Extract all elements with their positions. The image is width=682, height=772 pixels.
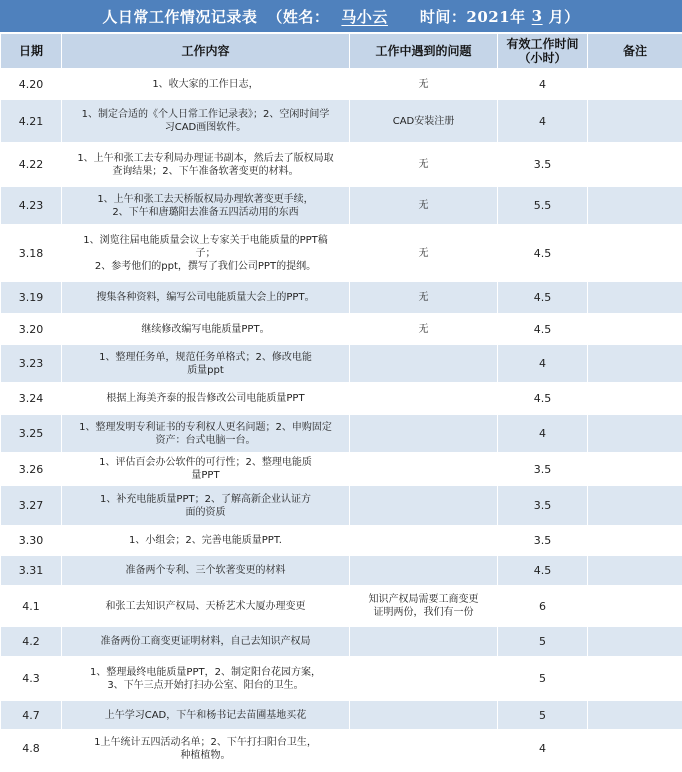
table-row — [1, 453, 682, 486]
cell-issue — [350, 415, 498, 453]
cell-note — [588, 383, 682, 415]
cell-date: 3.24 — [1, 383, 62, 415]
cell-date: 4.23 — [1, 187, 62, 225]
cell-content — [62, 187, 350, 225]
cell-issue — [350, 187, 498, 225]
content-line: 准备两个专利、三个软著变更的材料 — [125, 565, 286, 576]
content-line: 1、评估百会办公软件的可行性；2、整理电能质 — [99, 457, 312, 468]
content-line: 准备两份工商变更证明材料，自己去知识产权局 — [100, 636, 311, 647]
table-row — [1, 415, 682, 453]
table-row — [1, 627, 682, 657]
cell-hours: 4.5 — [498, 282, 588, 314]
cell-note — [588, 143, 682, 187]
content-line: 种植植物。 — [180, 749, 231, 761]
cell-content — [62, 657, 350, 701]
cell-note — [588, 556, 682, 586]
cell-date: 4.22 — [1, 143, 62, 187]
table-row — [1, 701, 682, 730]
cell-hours: 5 — [498, 627, 588, 657]
column-header-note: 备注 — [588, 34, 682, 69]
cell-hours: 5.5 — [498, 187, 588, 225]
cell-note — [588, 100, 682, 143]
cell-issue — [350, 627, 498, 657]
content-line: 1、收大家的工作日志， — [152, 78, 259, 90]
column-header-hours-line2: （小时） — [518, 51, 567, 65]
content-line: 1、上午和张工去专利局办理证书副本，然后去了版权局取 — [77, 152, 334, 164]
issue-line: 知识产权局需要工商变更 — [368, 594, 479, 605]
cell-content — [62, 415, 350, 453]
cell-issue — [350, 526, 498, 556]
cell-note — [588, 345, 682, 383]
issue-line: 无 — [418, 292, 429, 303]
cell-hours: 3.5 — [498, 526, 588, 556]
issue-line: 无 — [418, 159, 429, 170]
cell-hours: 4 — [498, 100, 588, 143]
sheet-title-bar — [0, 0, 682, 33]
table-row — [1, 225, 682, 282]
cell-note — [588, 486, 682, 526]
cell-date: 3.27 — [1, 486, 62, 526]
cell-content — [62, 627, 350, 657]
content-line: 根据上海美齐泰的报告修改公司电能质量PPT — [106, 393, 305, 404]
cell-content — [62, 586, 350, 627]
cell-date: 3.26 — [1, 453, 62, 486]
table-row — [1, 143, 682, 187]
time-label: 时间：2021年 — [419, 7, 526, 26]
cell-issue — [350, 345, 498, 383]
table-row — [1, 314, 682, 345]
cell-hours: 4.5 — [498, 556, 588, 586]
cell-note — [588, 187, 682, 225]
content-line: 3、下午三点开始打扫办公室、阳台的卫生。 — [107, 679, 304, 691]
cell-date: 3.30 — [1, 526, 62, 556]
cell-date: 4.8 — [1, 730, 62, 768]
table-row — [1, 69, 682, 100]
cell-hours: 4 — [498, 345, 588, 383]
content-line: 查询结果；2、下午准备软著变更的材料。 — [112, 165, 299, 177]
cell-date: 3.25 — [1, 415, 62, 453]
cell-hours: 4 — [498, 69, 588, 100]
cell-issue — [350, 225, 498, 282]
content-line: 质量ppt — [187, 364, 224, 376]
cell-note — [588, 730, 682, 768]
cell-content — [62, 730, 350, 768]
cell-note — [588, 526, 682, 556]
content-line: 2、参考他们的ppt，撰写了我们公司PPT的提纲。 — [94, 260, 317, 272]
content-line: 习CAD画图软件。 — [164, 122, 247, 133]
issue-line: CAD安装注册 — [392, 115, 455, 127]
cell-hours: 4.5 — [498, 225, 588, 282]
table-row — [1, 526, 682, 556]
cell-hours: 4 — [498, 730, 588, 768]
content-line: 1、整理最终电能质量PPT，2、制定阳台花园方案， — [90, 666, 321, 678]
cell-note — [588, 415, 682, 453]
cell-date: 4.7 — [1, 701, 62, 730]
cell-date: 3.23 — [1, 345, 62, 383]
month-suffix: 月） — [548, 7, 580, 26]
table-header-row — [1, 34, 682, 69]
cell-date: 4.21 — [1, 100, 62, 143]
cell-note — [588, 701, 682, 730]
cell-content — [62, 556, 350, 586]
table-row — [1, 657, 682, 701]
table-row — [1, 383, 682, 415]
content-line: 1、小组会；2、完善电能质量PPT. — [129, 535, 282, 546]
column-header-issue: 工作中遇到的问题 — [350, 34, 498, 69]
issue-line: 无 — [418, 200, 429, 211]
cell-issue — [350, 701, 498, 730]
cell-issue — [350, 383, 498, 415]
cell-issue — [350, 453, 498, 486]
content-line: 1、上午和张工去天桥版权局办理软著变更手续， — [97, 193, 314, 205]
cell-note — [588, 657, 682, 701]
issue-line: 证明两份，我们有一份 — [373, 607, 474, 618]
table-row — [1, 730, 682, 768]
content-line: 面的资质 — [185, 506, 226, 518]
cell-content — [62, 486, 350, 526]
content-line: 量PPT — [191, 470, 220, 481]
cell-issue — [350, 730, 498, 768]
content-line: 搜集各种资料，编写公司电能质量大会上的PPT。 — [96, 292, 315, 303]
cell-hours: 5 — [498, 657, 588, 701]
cell-note — [588, 69, 682, 100]
cell-date: 3.20 — [1, 314, 62, 345]
cell-date: 4.1 — [1, 586, 62, 627]
cell-note — [588, 627, 682, 657]
column-header-date: 日期 — [1, 34, 62, 69]
cell-content — [62, 314, 350, 345]
cell-date: 4.3 — [1, 657, 62, 701]
name-label: （姓名： — [267, 7, 330, 26]
cell-hours: 3.5 — [498, 453, 588, 486]
name-value: 马小云 — [341, 7, 388, 26]
cell-date: 3.18 — [1, 225, 62, 282]
cell-hours: 4.5 — [498, 383, 588, 415]
content-line: 2、下午和唐璐阳去准备五四活动用的东西 — [112, 206, 299, 218]
table-row — [1, 187, 682, 225]
issue-line: 无 — [418, 247, 429, 259]
work-log-table — [0, 33, 682, 768]
cell-hours: 5 — [498, 701, 588, 730]
cell-content — [62, 100, 350, 143]
cell-date: 4.2 — [1, 627, 62, 657]
cell-note — [588, 453, 682, 486]
cell-content — [62, 526, 350, 556]
cell-issue — [350, 586, 498, 627]
cell-hours: 3.5 — [498, 486, 588, 526]
table-row — [1, 345, 682, 383]
cell-issue — [350, 69, 498, 100]
content-line: 和张工去知识产权局、天桥艺术大厦办理变更 — [105, 600, 306, 612]
column-header-hours — [498, 34, 588, 69]
cell-content — [62, 453, 350, 486]
cell-content — [62, 383, 350, 415]
cell-content — [62, 282, 350, 314]
cell-content — [62, 69, 350, 100]
content-line: 1、浏览往届电能质量会议上专家关于电能质量的PPT稿 — [83, 234, 328, 246]
table-row — [1, 282, 682, 314]
content-line: 1、整理任务单，规范任务单格式；2、修改电能 — [99, 351, 312, 363]
content-line: 资产：台式电脑一台。 — [155, 434, 256, 446]
cell-note — [588, 314, 682, 345]
cell-note — [588, 282, 682, 314]
cell-hours: 6 — [498, 586, 588, 627]
month-value: 3 — [531, 7, 543, 25]
cell-date: 3.31 — [1, 556, 62, 586]
cell-issue — [350, 143, 498, 187]
cell-content — [62, 225, 350, 282]
content-line: 1、补充电能质量PPT；2、了解高新企业认证方 — [100, 493, 311, 505]
column-header-hours-line1: 有效工作时间 — [506, 37, 579, 51]
table-body — [1, 69, 682, 768]
table-row — [1, 486, 682, 526]
table-row — [1, 100, 682, 143]
cell-issue — [350, 100, 498, 143]
content-line: 上午学习CAD，下午和杨书记去苗圃基地买花 — [104, 709, 307, 721]
cell-note — [588, 586, 682, 627]
cell-hours: 4 — [498, 415, 588, 453]
cell-issue — [350, 486, 498, 526]
cell-hours: 3.5 — [498, 143, 588, 187]
issue-line: 无 — [418, 78, 429, 90]
cell-date: 4.20 — [1, 69, 62, 100]
cell-content — [62, 701, 350, 730]
issue-line: 无 — [418, 323, 429, 335]
cell-note — [588, 225, 682, 282]
column-header-content: 工作内容 — [62, 34, 350, 69]
content-line: 1、整理发明专利证书的专利权人更名问题；2、申购固定 — [79, 421, 332, 433]
cell-issue — [350, 282, 498, 314]
cell-issue — [350, 314, 498, 345]
cell-issue — [350, 657, 498, 701]
table-row — [1, 586, 682, 627]
table-row — [1, 556, 682, 586]
cell-content — [62, 345, 350, 383]
content-line: 1上午统计五四活动名单；2、下午打扫阳台卫生， — [94, 736, 317, 748]
content-line: 1、制定合适的《个人日常工作记录表》；2、空闲时间学 — [81, 109, 330, 120]
cell-issue — [350, 556, 498, 586]
cell-date: 3.19 — [1, 282, 62, 314]
cell-content — [62, 143, 350, 187]
cell-hours: 4.5 — [498, 314, 588, 345]
content-line: 子； — [195, 247, 216, 259]
sheet-title: 人日常工作情况记录表 — [102, 7, 258, 26]
content-line: 继续修改编写电能质量PPT。 — [141, 323, 270, 335]
